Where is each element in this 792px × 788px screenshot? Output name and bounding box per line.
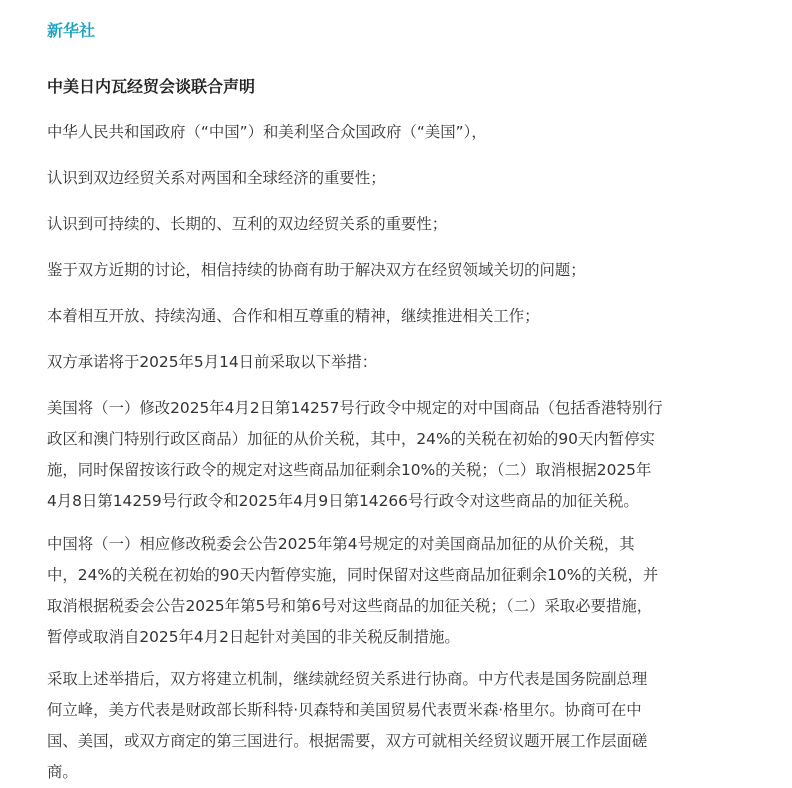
china-commitment-line: 取消根据税委会公告2025年第5号和第6号对这些商品的加征关税；（二）采取必要措施， (47, 597, 653, 615)
mechanism-line: 商。 (47, 763, 78, 781)
mechanism-paragraph (47, 664, 737, 788)
china-commitment-line: 中国将（一）相应修改税委会公告2025年第4号规定的对美国商品加征的从价关税，其 (47, 535, 635, 553)
us-commitment-line: 4月8日第14259号行政令和2025年4月9日第14266号行政令对这些商品的加征关税。 (47, 492, 639, 510)
mechanism-line: 采取上述举措后，双方将建立机制，继续就经贸关系进行协商。中方代表是国务院副总理 (47, 670, 648, 688)
intro-line-5: 本着相互开放、持续沟通、合作和相互尊重的精神，继续推进相关工作； (47, 307, 540, 325)
us-commitment-paragraph (47, 393, 737, 517)
intro-line-1: 中华人民共和国政府（“中国”）和美利坚合众国政府（“美国”）， (47, 123, 487, 141)
intro-line-3: 认识到可持续的、长期的、互利的双边经贸关系的重要性； (47, 215, 448, 233)
us-commitment-line: 施，同时保留按该行政令的规定对这些商品加征剩余10%的关税；（二）取消根据2025年 (47, 461, 652, 479)
article-title: 中美日内瓦经贸会谈联合声明 (47, 77, 256, 96)
china-commitment-line: 暂停或取消自2025年4月2日起针对美国的非关税反制措施。 (47, 628, 460, 646)
intro-line-2: 认识到双边经贸关系对两国和全球经济的重要性； (47, 169, 386, 187)
intro-line-6: 双方承诺将于2025年5月14日前采取以下举措： (47, 353, 378, 371)
china-commitment-line: 中，24%的关税在初始的90天内暂停实施，同时保留对这些商品加征剩余10%的关税，并 (47, 566, 659, 584)
us-commitment-line: 政区和澳门特别行政区商品）加征的从价关税，其中，24%的关税在初始的90天内暂停实 (47, 430, 655, 448)
source-label: 新华社 (47, 21, 96, 40)
china-commitment-paragraph (47, 529, 737, 653)
intro-line-4: 鉴于双方近期的讨论，相信持续的协商有助于解决双方在经贸领域关切的问题； (47, 261, 586, 279)
mechanism-line: 何立峰，美方代表是财政部长斯科特·贝森特和美国贸易代表贾米森·格里尔。协商可在中 (47, 701, 642, 719)
mechanism-line: 国、美国，或双方商定的第三国进行。根据需要，双方可就相关经贸议题开展工作层面磋 (47, 732, 648, 750)
us-commitment-line: 美国将（一）修改2025年4月2日第14257号行政令中规定的对中国商品（包括香港特别行 (47, 399, 663, 417)
